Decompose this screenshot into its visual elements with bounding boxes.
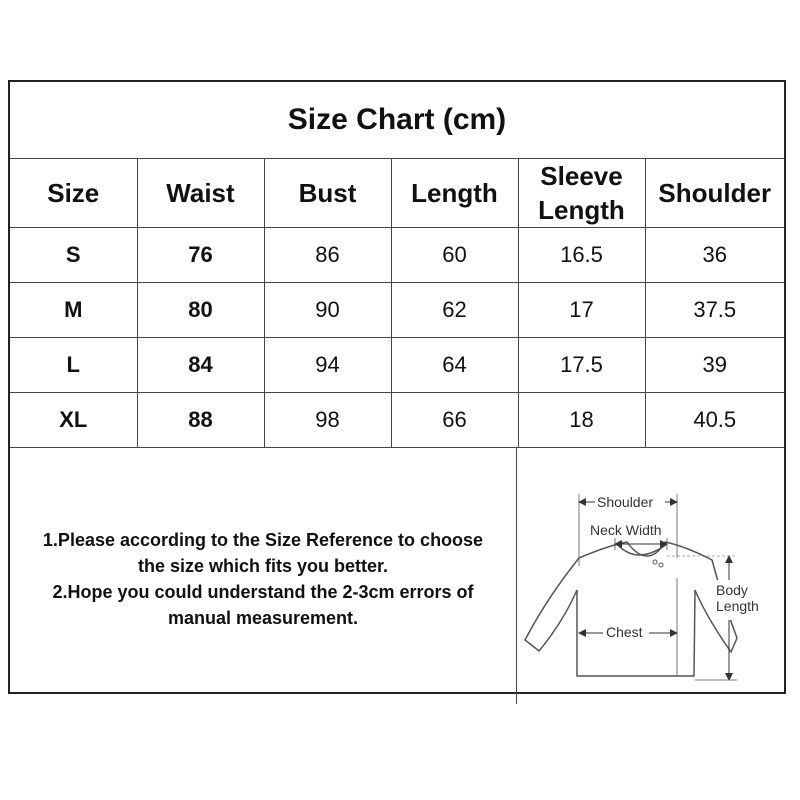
chart-title: Size Chart (cm) bbox=[287, 103, 507, 136]
cell-waist: 80 bbox=[137, 283, 264, 338]
header-bust: Bust bbox=[264, 159, 391, 228]
cell-shoulder: 39 bbox=[645, 338, 784, 393]
info-section bbox=[10, 448, 784, 704]
shoulder-label: Shoulder bbox=[597, 494, 654, 510]
cell-bust: 90 bbox=[264, 283, 391, 338]
note-line: 2.Hope you could understand the 2-3cm errors of bbox=[52, 582, 474, 602]
cell-shoulder: 37.5 bbox=[645, 283, 784, 338]
cell-size: M bbox=[10, 283, 137, 338]
neck-width-label: Neck Width bbox=[590, 522, 662, 538]
body-length-label-1: Body bbox=[716, 582, 748, 598]
cell-length: 60 bbox=[391, 228, 518, 283]
cell-size: L bbox=[10, 338, 137, 393]
header-sleeve-length bbox=[518, 159, 645, 228]
table-row bbox=[10, 228, 784, 283]
chest-label: Chest bbox=[606, 624, 643, 640]
header-sleeve-line2: Length bbox=[538, 195, 625, 225]
cell-sleeve-length: 17 bbox=[518, 283, 645, 338]
note-line: 1.Please according to the Size Reference to choose bbox=[42, 530, 484, 550]
cell-length: 64 bbox=[391, 338, 518, 393]
cell-shoulder: 40.5 bbox=[645, 393, 784, 448]
cell-size: S bbox=[10, 228, 137, 283]
sweater-outline bbox=[525, 542, 737, 676]
cell-bust: 94 bbox=[264, 338, 391, 393]
header-sleeve-line1: Sleeve bbox=[540, 161, 623, 191]
cell-sleeve-length: 16.5 bbox=[518, 228, 645, 283]
cell-waist: 84 bbox=[137, 338, 264, 393]
header-shoulder: Shoulder bbox=[645, 159, 784, 228]
note-line: manual measurement. bbox=[167, 608, 359, 628]
cell-sleeve-length: 18 bbox=[518, 393, 645, 448]
cell-shoulder: 36 bbox=[645, 228, 784, 283]
size-chart bbox=[8, 80, 786, 694]
sweater-diagram-icon bbox=[517, 448, 785, 702]
measurement-diagram bbox=[517, 448, 784, 704]
table-row bbox=[10, 393, 784, 448]
cell-sleeve-length: 17.5 bbox=[518, 338, 645, 393]
header-length: Length bbox=[391, 159, 518, 228]
note-line: the size which fits you better. bbox=[137, 556, 389, 576]
body-length-label-2: Length bbox=[716, 598, 759, 614]
title-row bbox=[10, 82, 784, 159]
header-size: Size bbox=[10, 159, 137, 228]
cell-waist: 76 bbox=[137, 228, 264, 283]
size-table bbox=[10, 159, 784, 448]
table-row bbox=[10, 283, 784, 338]
header-row bbox=[10, 159, 784, 228]
cell-bust: 98 bbox=[264, 393, 391, 448]
cell-length: 66 bbox=[391, 393, 518, 448]
cell-bust: 86 bbox=[264, 228, 391, 283]
table-row bbox=[10, 338, 784, 393]
cell-waist: 88 bbox=[137, 393, 264, 448]
header-waist: Waist bbox=[137, 159, 264, 228]
notes bbox=[10, 448, 517, 704]
cell-size: XL bbox=[10, 393, 137, 448]
cell-length: 62 bbox=[391, 283, 518, 338]
